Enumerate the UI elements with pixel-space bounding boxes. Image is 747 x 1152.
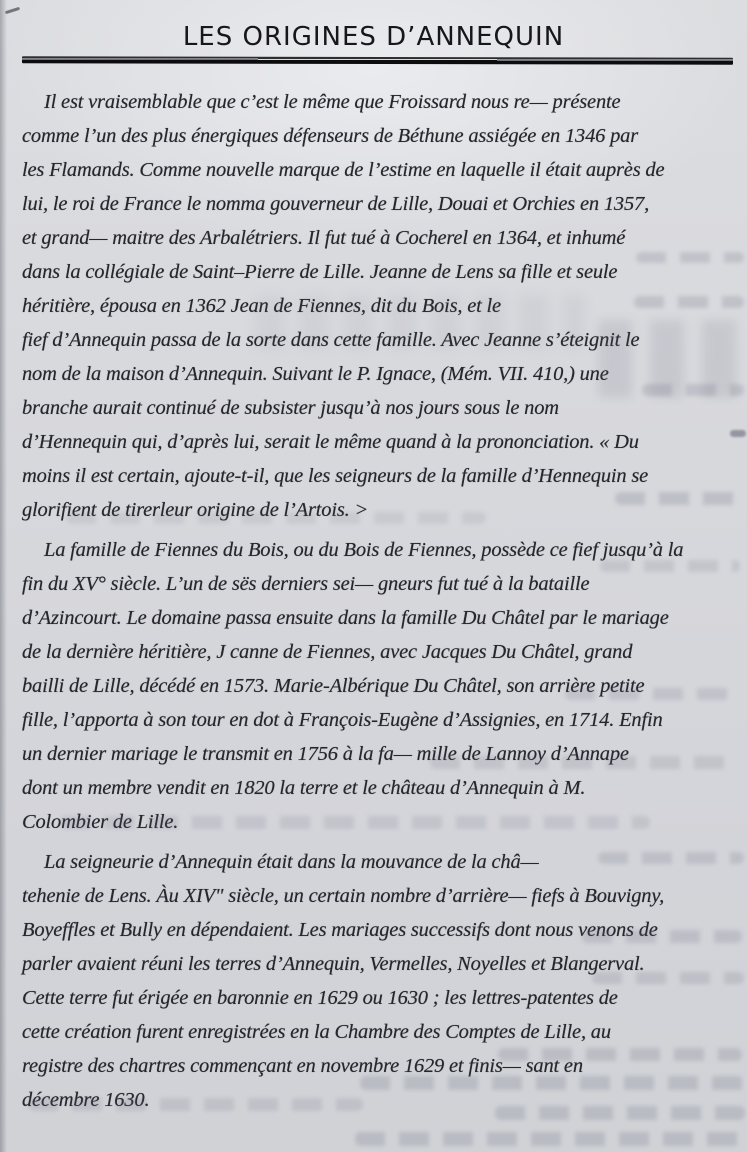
text-line: lui, le roi de France le nomma gouverneur de Lille, Douai et Orchies en 1357, — [22, 193, 649, 215]
text-line: dont un membre vendit en 1820 la terre et le château d’Annequin à M. — [22, 777, 586, 799]
body-text — [0, 85, 747, 1117]
text-line: les Flamands. Comme nouvelle marque de l’estime en laquelle il était auprès de — [22, 159, 665, 181]
title-rule — [22, 56, 733, 64]
text-line: fille, l’apporta à son tour en dot à François-Eugène d’Assignies, en 1714. Enfin — [22, 709, 663, 731]
paragraph — [22, 85, 747, 527]
text-line: d’Hennequin qui, d’après lui, serait le même quand à la prononciation. « Du — [22, 431, 639, 453]
text-line: de la dernière héritière, J canne de Fiennes, avec Jacques Du Châtel, grand — [22, 641, 633, 663]
text-line: héritière, épousa en 1362 Jean de Fiennes, dit du Bois, et le — [22, 295, 501, 317]
text-line: cette création furent enregistrées en la Chambre des Comptes de Lille, au — [22, 1021, 611, 1043]
text-line: d’Azincourt. Le domaine passa ensuite dans la famille Du Châtel par le mariage — [22, 607, 669, 629]
text-line: dans la collégiale de Saint–Pierre de Lille. Jeanne de Lens sa fille et seule — [22, 261, 618, 283]
paragraph — [22, 845, 747, 1117]
text-line: un dernier mariage le transmit en 1756 à la fa— mille de Lannoy d’Annape — [22, 743, 629, 765]
text-line: tehenie de Lens. Àu XIV" siècle, un certain nombre d’arrière— fiefs à Bouvigny, — [22, 885, 665, 907]
text-line: parler avaient réuni les terres d’Annequin, Vermelles, Noyelles et Blangerval. — [22, 953, 645, 975]
text-line: registre des chartres commençant en novembre 1629 et finis— sant en — [22, 1055, 583, 1077]
text-line: Il est vraisemblable que c’est le même que Froissard nous re— présente — [44, 91, 621, 113]
text-line: nom de la maison d’Annequin. Suivant le P. Ignace, (Mém. VII. 410,) une — [22, 363, 609, 385]
paragraph — [22, 533, 747, 839]
text-line: La seigneurie d’Annequin était dans la mouvance de la châ— — [44, 851, 539, 873]
text-line: décembre 1630. — [22, 1089, 150, 1111]
text-line: moins il est certain, ajoute-t-il, que les seigneurs de la famille d’Hennequin se — [22, 465, 649, 487]
text-line: fin du XV° siècle. L’un de sës derniers sei— gneurs fut tué à la bataille — [22, 573, 590, 595]
text-line: bailli de Lille, décédé en 1573. Marie-Albérique Du Châtel, son arrière petite — [22, 675, 645, 697]
text-line: Cette terre fut érigée en baronnie en 1629 ou 1630 ; les lettres-patentes de — [22, 987, 618, 1009]
text-line: glorifient de tirerleur origine de l’Artois. > — [22, 499, 369, 521]
page-header — [0, 0, 747, 64]
bleedthrough-artifact — [355, 1132, 745, 1146]
page-title: LES ORIGINES D’ANNEQUIN — [182, 22, 565, 52]
text-line: comme l’un des plus énergiques défenseurs de Béthune assiégée en 1346 par — [22, 125, 639, 147]
text-line: et grand— maitre des Arbalétriers. Il fut tué à Cocherel en 1364, et inhumé — [22, 227, 626, 249]
text-line: branche aurait continué de subsister jusqu’à nos jours sous le nom — [22, 397, 559, 419]
text-line: fief d’Annequin passa de la sorte dans cette famille. Avec Jeanne s’éteignit le — [22, 329, 640, 351]
text-line: La famille de Fiennes du Bois, ou du Bois de Fiennes, possède ce fief jusqu’à la — [44, 539, 684, 561]
text-line: Boyeffles et Bully en dépendaient. Les mariages successifs dont nous venons de — [22, 919, 658, 941]
text-line: Colombier de Lille. — [22, 811, 179, 833]
